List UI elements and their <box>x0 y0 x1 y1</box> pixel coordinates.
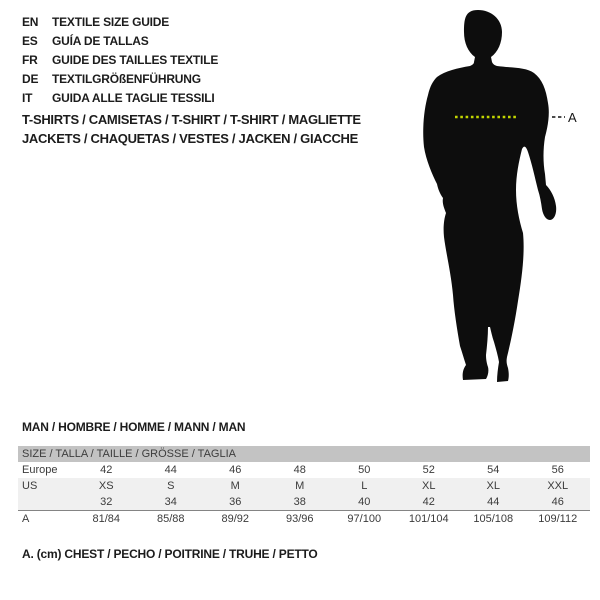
table-cell: 48 <box>293 464 306 476</box>
lang-label: TEXTILGRÖßENFÜHRUNG <box>52 72 201 86</box>
product-type-tshirts: T-SHIRTS / CAMISETAS / T-SHIRT / T-SHIRT / MAGLIETTE <box>22 112 361 127</box>
product-type-jackets: JACKETS / CHAQUETAS / VESTES / JACKEN / GIACCHE <box>22 131 358 146</box>
man-silhouette-figure <box>408 5 598 395</box>
table-row-numeric <box>18 494 590 510</box>
table-cell: M <box>230 480 240 492</box>
table-cell: XS <box>98 480 114 492</box>
table-row-chest-cm <box>18 510 590 528</box>
table-cell: 46 <box>229 464 242 476</box>
lang-code: DE <box>22 72 39 86</box>
measure-footnote: A. (cm) CHEST / PECHO / POITRINE / TRUHE / PETTO <box>22 547 318 561</box>
man-silhouette-path <box>423 10 556 382</box>
table-cell: 34 <box>164 496 177 508</box>
table-cell: 97/100 <box>347 513 382 525</box>
table-cell: L <box>361 480 368 492</box>
table-cell: 46 <box>551 496 564 508</box>
lang-row-de <box>22 70 218 89</box>
table-cell: XL <box>422 480 436 492</box>
table-cell: S <box>167 480 175 492</box>
man-silhouette-svg <box>408 5 598 395</box>
table-cell: 52 <box>422 464 435 476</box>
row-label <box>18 494 74 510</box>
table-cell: 54 <box>487 464 500 476</box>
table-row-europe <box>18 462 590 478</box>
table-cell: 38 <box>293 496 306 508</box>
table-cell: 93/96 <box>285 513 314 525</box>
lang-label: GUIDE DES TAILLES TEXTILE <box>52 53 219 67</box>
table-cell: 109/112 <box>538 513 578 525</box>
size-table-header: SIZE / TALLA / TAILLE / GRÖSSE / TAGLIA <box>18 446 590 462</box>
language-guide-list <box>22 13 218 108</box>
table-cell: M <box>295 480 305 492</box>
lang-code: ES <box>22 34 38 48</box>
row-label: Europe <box>22 464 58 476</box>
lang-code: FR <box>22 53 38 67</box>
lang-code: EN <box>22 15 39 29</box>
table-cell: 105/108 <box>473 513 514 525</box>
lang-row-es <box>22 32 218 51</box>
lang-row-en <box>22 13 218 32</box>
table-cell: 85/88 <box>156 513 185 525</box>
table-cell: XL <box>486 480 500 492</box>
table-cell: 42 <box>100 464 113 476</box>
lang-row-it <box>22 89 218 108</box>
lang-label: GUÍA DE TALLAS <box>52 34 149 48</box>
lang-row-fr <box>22 51 218 70</box>
row-label: A <box>22 513 30 525</box>
table-cell: 42 <box>422 496 435 508</box>
table-cell: 89/92 <box>221 513 250 525</box>
table-row-us <box>18 478 590 494</box>
table-cell: 44 <box>487 496 500 508</box>
table-cell: 40 <box>358 496 371 508</box>
table-cell: 36 <box>229 496 242 508</box>
table-cell: 81/84 <box>92 513 121 525</box>
table-cell: 50 <box>358 464 371 476</box>
section-title-man: MAN / HOMBRE / HOMME / MANN / MAN <box>22 420 246 434</box>
table-cell: 32 <box>100 496 113 508</box>
table-cell: 56 <box>551 464 564 476</box>
table-cell: 44 <box>164 464 177 476</box>
row-label: US <box>22 480 38 492</box>
lang-code: IT <box>22 91 33 105</box>
table-cell: XXL <box>547 480 569 492</box>
table-cell: 101/104 <box>408 513 449 525</box>
lang-label: GUIDA ALLE TAGLIE TESSILI <box>52 91 215 105</box>
measure-label-a: A <box>568 110 577 125</box>
lang-label: TEXTILE SIZE GUIDE <box>52 15 170 29</box>
product-type-lines <box>22 110 361 148</box>
size-table <box>18 446 590 528</box>
